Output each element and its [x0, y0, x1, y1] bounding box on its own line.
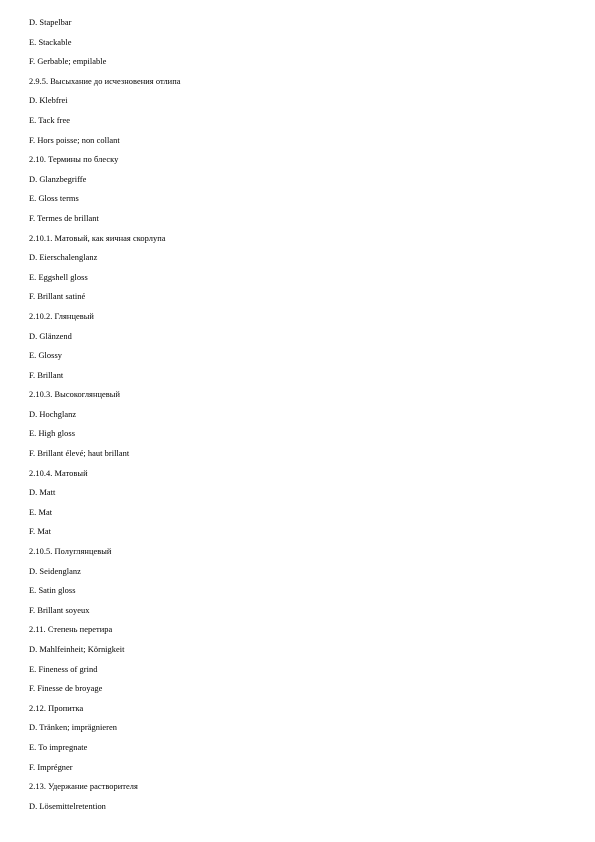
- entry-line: F. Brillant soyeux: [29, 605, 90, 615]
- entry-line: F. Finesse de broyage: [29, 684, 103, 694]
- entry-line: D. Lösemittelretention: [29, 801, 106, 811]
- entry-line: D. Seidenglanz: [29, 566, 81, 576]
- entry-line: F. Imprégner: [29, 762, 73, 772]
- entry-line: F. Brillant: [29, 370, 64, 380]
- entry-line: D. Stapelbar: [29, 18, 72, 27]
- term-heading: 2.11. Степень перетира: [29, 625, 113, 635]
- term-heading: 2.10.5. Полуглянцевый: [29, 547, 112, 557]
- term-heading: 2.10.1. Матовый, как яичная скорлупа: [29, 233, 166, 243]
- glossary-entries: [29, 17, 569, 820]
- entry-line: E. Satin gloss: [29, 586, 76, 596]
- entry-line: F. Brillant élevé; haut brillant: [29, 449, 130, 459]
- term-heading: 2.10.2. Глянцевый: [29, 311, 94, 321]
- entry-line: F. Gerbable; empilable: [29, 57, 107, 67]
- entry-line: F. Mat: [29, 527, 51, 537]
- entry-line: D. Mahlfeinheit; Körnigkeit: [29, 645, 125, 654]
- entry-line: E. Eggshell gloss: [29, 272, 88, 282]
- entry-line: F. Termes de brillant: [29, 213, 99, 223]
- term-heading: 2.9.5. Высыхание до исчезновения отлипа: [29, 76, 181, 86]
- entry-line: D. Tränken; imprägnieren: [29, 723, 117, 733]
- entry-line: E. High gloss: [29, 429, 76, 439]
- term-heading: 2.10. Термины по блеску: [29, 155, 119, 165]
- entry-line: E. Mat: [29, 507, 53, 517]
- entry-line: E. Tack free: [29, 115, 71, 125]
- entry-line: F. Hors poisse; non collant: [29, 135, 120, 145]
- term-heading: 2.10.3. Высокоглянцевый: [29, 390, 121, 400]
- entry-line: E. Glossy: [29, 351, 63, 361]
- entry-line: F. Brillant satiné: [29, 292, 86, 302]
- entry-line: D. Glänzend: [29, 331, 72, 341]
- entry-line: D. Eierschalenglanz: [29, 253, 98, 263]
- entry-line: E. To impregnate: [29, 742, 88, 752]
- entry-line: D. Klebfrei: [29, 96, 68, 106]
- entry-line: E. Gloss terms: [29, 194, 79, 204]
- entry-line: E. Stackable: [29, 37, 72, 47]
- term-heading: 2.12. Пропитка: [29, 703, 84, 713]
- entry-line: D. Glanzbegriffe: [29, 174, 87, 184]
- term-heading: 2.10.4. Матовый: [29, 468, 88, 478]
- entry-line: E. Fineness of grind: [29, 664, 98, 674]
- entry-line: D. Hochglanz: [29, 409, 77, 419]
- entry-line: D. Matt: [29, 488, 56, 498]
- term-heading: 2.13. Удержание растворителя: [29, 782, 138, 792]
